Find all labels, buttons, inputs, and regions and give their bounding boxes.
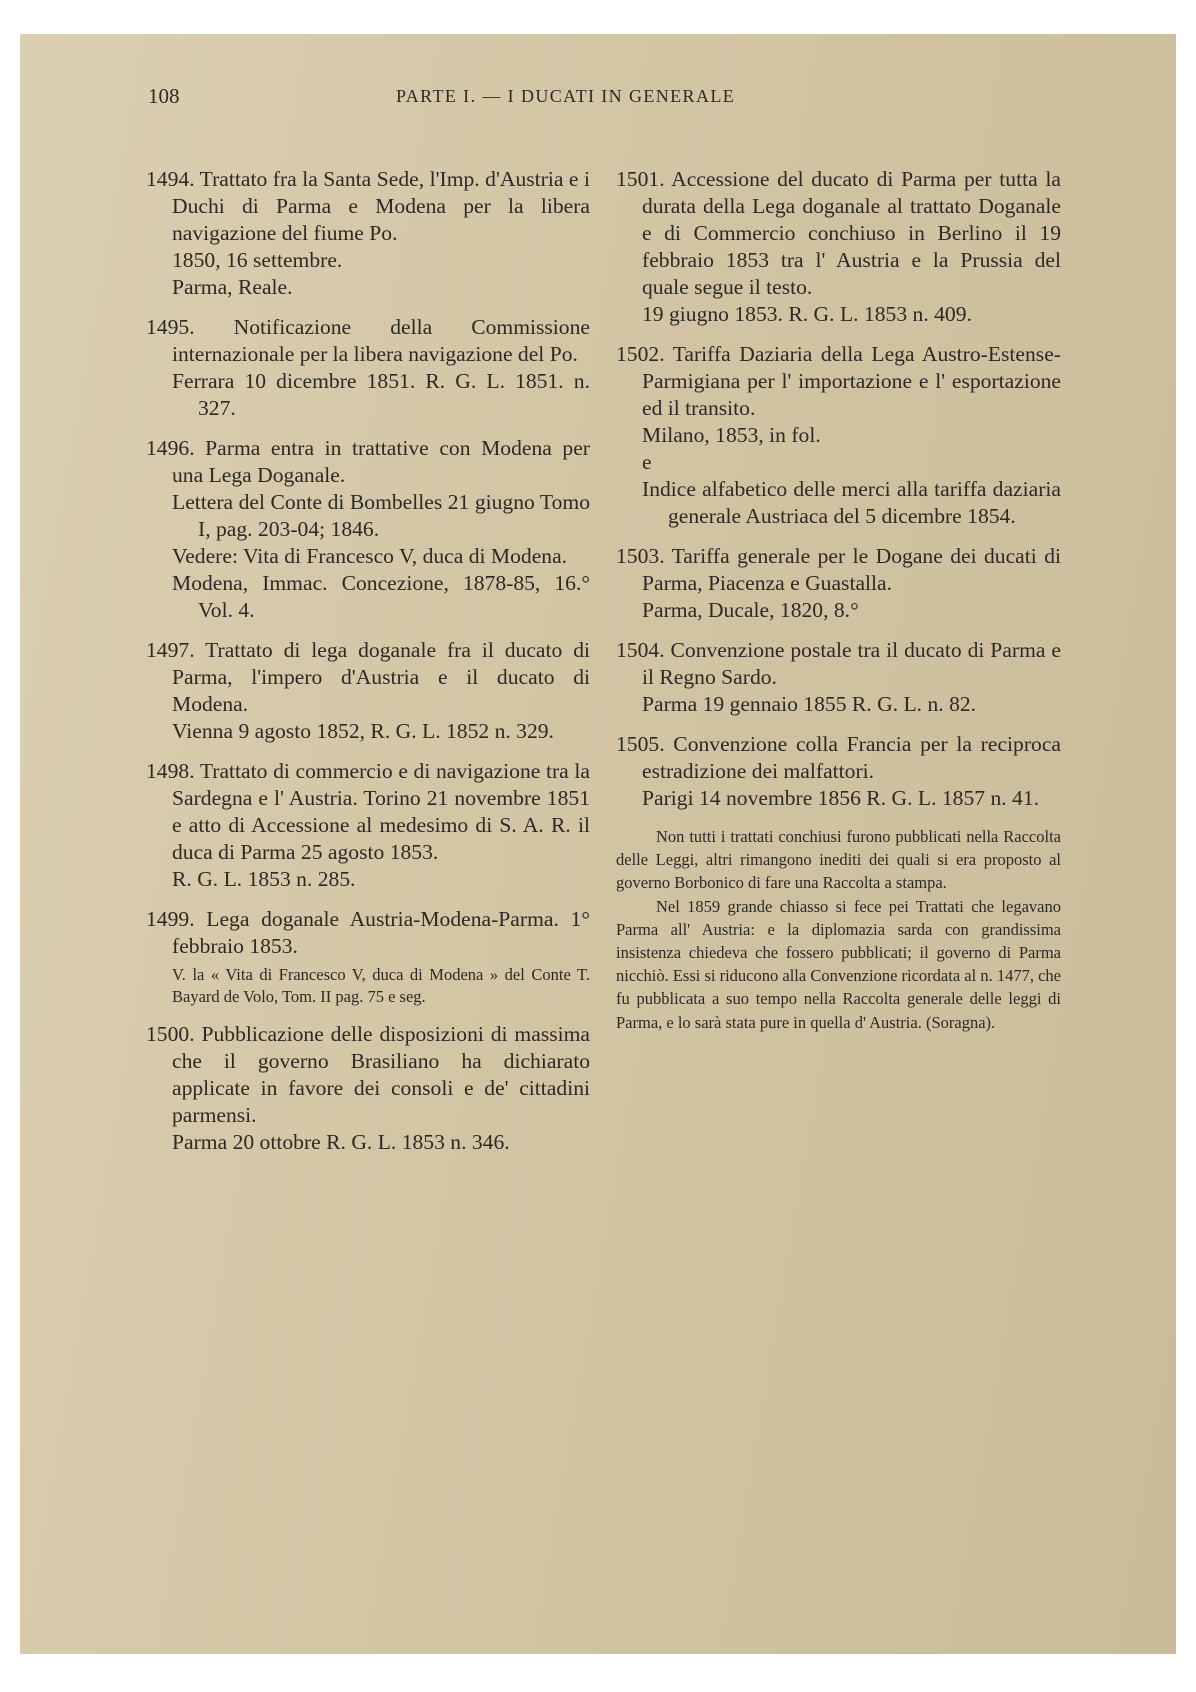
entry-1501	[616, 166, 1061, 328]
entry-line: Parma, Reale.	[172, 275, 293, 299]
closing-note-paragraph: Non tutti i trattati conchiusi furono pubblicati nella Raccolta delle Leggi, altri rimangono inediti dei quali si era proposto al governo Borbonico di fare una Raccolta a stampa.	[616, 827, 1061, 893]
entry-note: V. la « Vita di Francesco V, duca di Modena » del Conte T. Bayard de Volo, Tom. II pag. 75 e seg.	[172, 965, 590, 1006]
right-column	[616, 166, 1061, 1034]
entry-line: 1850, 16 settembre.	[172, 248, 343, 272]
entry-line: Modena, Immac. Concezione, 1878-85, 16.° Vol. 4.	[172, 571, 590, 622]
entry-title: 1505. Convenzione colla Francia per la reciproca estradizione dei malfattori.	[616, 732, 1061, 783]
entry-1495	[146, 314, 590, 422]
page-header	[148, 84, 814, 114]
entry-1502	[616, 341, 1061, 530]
entry-title: 1494. Trattato fra la Santa Sede, l'Imp. d'Austria e i Duchi di Parma e Modena per la libera navigazione del fiume Po.	[146, 167, 590, 245]
entry-line: Vedere: Vita di Francesco V, duca di Modena.	[172, 544, 568, 568]
entry-line: Vienna 9 agosto 1852, R. G. L. 1852 n. 329.	[172, 719, 554, 743]
left-column	[146, 166, 590, 1169]
entry-line: Parigi 14 novembre 1856 R. G. L. 1857 n. 41.	[642, 786, 1040, 810]
entry-line: Parma 19 gennaio 1855 R. G. L. n. 82.	[642, 692, 977, 716]
entry-line: e	[642, 450, 652, 474]
closing-note	[616, 825, 1061, 1034]
entry-title: 1500. Pubblicazione delle disposizioni di massima che il governo Brasiliano ha dichiarato applicate in favore dei consoli e de' cittadini parmensi.	[146, 1022, 590, 1127]
entry-line: 19 giugno 1853. R. G. L. 1853 n. 409.	[642, 302, 972, 326]
entry-1504	[616, 637, 1061, 718]
entry-title: 1499. Lega doganale Austria-Modena-Parma. 1° febbraio 1853.	[146, 907, 590, 958]
entry-title: 1504. Convenzione postale tra il ducato di Parma e il Regno Sardo.	[616, 638, 1061, 689]
entry-line: Parma, Ducale, 1820, 8.°	[642, 598, 859, 622]
entry-1496	[146, 435, 590, 624]
entry-line: Parma 20 ottobre R. G. L. 1853 n. 346.	[172, 1130, 510, 1154]
entry-line: Indice alfabetico delle merci alla tariffa daziaria generale Austriaca del 5 dicembre 1854.	[642, 477, 1061, 528]
entry-1497	[146, 637, 590, 745]
closing-note-paragraph: Nel 1859 grande chiasso si fece pei Trattati che legavano Parma all' Austria: e la diplomazia sarda con grandissima insistenza chiedeva che fossero pubblicati; il governo di Parma nicchiò. Essi si riducono alla Convenzione ricordata al n. 1477, che fu pubblicata a suo tempo nella Raccolta generale delle leggi di Parma, e lo sarà stata pure in quella d' Austria. (Soragna).	[616, 896, 1061, 1032]
entry-title: 1497. Trattato di lega doganale fra il ducato di Parma, l'impero d'Austria e il ducato di Modena.	[146, 638, 590, 716]
entry-title: 1498. Trattato di commercio e di navigazione tra la Sardegna e l' Austria. Torino 21 novembre 1851 e atto di Accessione al medesimo di S. A. R. il duca di Parma 25 agosto 1853.	[146, 759, 590, 864]
entry-1494	[146, 166, 590, 301]
running-title: PARTE I. — I DUCATI IN GENERALE	[396, 86, 736, 106]
entry-line: Ferrara 10 dicembre 1851. R. G. L. 1851. n. 327.	[172, 369, 590, 420]
page-number: 108	[148, 84, 180, 108]
entry-title: 1503. Tariffa generale per le Dogane dei ducati di Parma, Piacenza e Guastalla.	[616, 544, 1061, 595]
entry-line: Lettera del Conte di Bombelles 21 giugno Tomo I, pag. 203-04; 1846.	[172, 490, 590, 541]
entry-1503	[616, 543, 1061, 624]
entry-title: 1496. Parma entra in trattative con Modena per una Lega Doganale.	[146, 436, 590, 487]
entry-title: 1495. Notificazione della Commissione internazionale per la libera navigazione del Po.	[146, 315, 590, 366]
entry-line: Milano, 1853, in fol.	[642, 423, 821, 447]
entry-1500	[146, 1021, 590, 1156]
entry-line: R. G. L. 1853 n. 285.	[172, 867, 356, 891]
entry-title: 1501. Accessione del ducato di Parma per tutta la durata della Lega doganale al trattato Doganale e di Commercio conchiuso in Berlino il 19 febbraio 1853 tra l' Austria e la Prussia del quale segue il testo.	[616, 167, 1061, 299]
entry-title: 1502. Tariffa Daziaria della Lega Austro-Estense-Parmigiana per l' importazione e l' esportazione ed il transito.	[616, 342, 1061, 420]
entry-1499	[146, 906, 590, 1008]
entry-1505	[616, 731, 1061, 812]
entry-1498	[146, 758, 590, 893]
